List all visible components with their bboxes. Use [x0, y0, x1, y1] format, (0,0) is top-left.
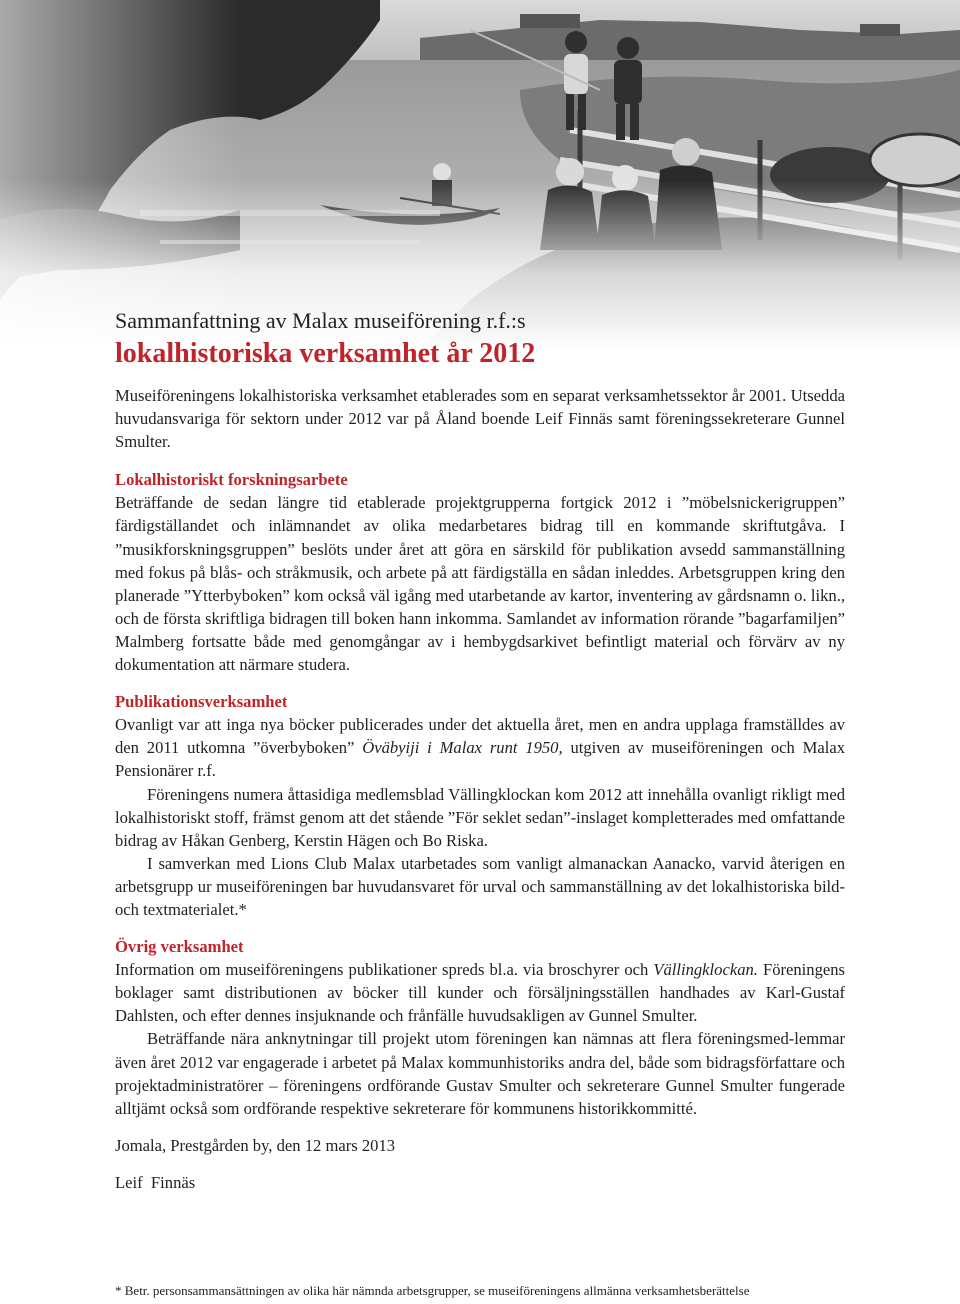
signature: Leif Finnäs: [115, 1172, 196, 1192]
newsletter-title-italic: Vällingklockan.: [653, 960, 758, 980]
book-title-italic: Öväbyiji i Malax runt 1950,: [362, 738, 563, 758]
footnote: * Betr. personsammansättningen av olika här nämnda arbetsgrupper, se museiföreningens allmänna verksamhetsberättelse: [115, 1283, 750, 1298]
section-heading-other: Övrig verksamhet: [115, 937, 244, 957]
vintage-lakeside-photo-icon: [0, 0, 960, 350]
research-paragraph: Beträffande de sedan längre tid etablerade projektgrupperna fortgick 2012 i ”möbelsnickerigruppen” färdigställandet och inlämnandet av olika medarbetares bidrag till en kommande skriftutgåva. I ”musikforskningsgruppen” beslöts under året att göra en särskild för publikation avsedd sammanställning med fokus på blås- och stråkmusik, och arbete på att färdigställa en sådan inleddes. Arbetsgruppen kring den planerade ”Ytterbyboken” kom också väl igång med utarbetande av kartor, inventering av gårdsnamn o. likn., och de första skriftliga bidragen till boken hann inkomma. Samlandet av information rörande ”bagarfamiljen” Malmberg fortsatte både med genomgångar av i hembygdsarkivet befintligt material och förvärv av ny dokumentation att närmare studera.: [115, 493, 845, 675]
publications-paragraph-2: Föreningens numera åttasidiga medlemsblad Vällingklockan kom 2012 att innehålla ovanligt rikligt med lokalhistoriskt stoff, främst genom att det stående ”För seklet sedan”-inslaget kompletterades med omfattande bidrag av Håkan Genberg, Kerstin Hägen och Bo Riska.: [115, 784, 845, 850]
document-body: [115, 306, 845, 1194]
publications-paragraph-3: I samverkan med Lions Club Malax utarbetades som vanligt almanackan Aanacko, varvid återigen en arbetsgrupp ur museiföreningen bar huvudansvaret för urval och sammanställning av det lokalhistoriska bild- och textmaterialet.*: [115, 853, 845, 919]
intro-paragraph: Museiföreningens lokalhistoriska verksamhet etablerades som en separat verksamhetssektor år 2001. Utsedda huvudansvariga för sektorn under 2012 var på Åland boende Leif Finnäs samt föreningssekreterare Gunnel Smulter.: [115, 386, 845, 452]
section-heading-research: Lokalhistoriskt forskningsarbete: [115, 470, 348, 490]
other-paragraph-2: Beträffande nära anknytningar till projekt utom föreningen kan nämnas att flera föreningsmed-lemmar även året 2012 var engagerade i arbetet på Malax kommunhistoriks andra del, både som bidragsförfattare och projektadministratörer – föreningens ordförande Gustav Smulter och sekreterare Gunnel Smulter fungerade alltjämt också som ordförande respektive sekreterare för kommunens historikkommitté.: [115, 1029, 845, 1118]
publications-paragraph-1: Ovanligt var att inga nya böcker publicerades under det aktuella året, men en andra upplaga framställdes av den 2011 utkomna ”överbyboken” Öväbyiji i Malax runt 1950, utgiven av museiföreningen och Malax Pensionärer r.f.: [115, 715, 846, 781]
header-photo: [0, 0, 960, 350]
place-date: Jomala, Prestgården by, den 12 mars 2013: [115, 1135, 396, 1155]
document-title: lokalhistoriska verksamhet år 2012: [115, 338, 536, 369]
other-paragraph-1: Information om museiföreningens publikationer spreds bl.a. via broschyrer och Vällingklockan. Föreningens boklager samt distributionen av böcker till kunder och försäljningsställen handhades av Karl-Gustaf Dahlsten, och efter dennes insjuknande och frånfälle huvudsakligen av Gunnel Smulter.: [115, 960, 846, 1026]
section-heading-publications: Publikationsverksamhet: [115, 692, 288, 712]
document-subtitle: Sammanfattning av Malax museiförening r.f.:s: [115, 308, 526, 333]
